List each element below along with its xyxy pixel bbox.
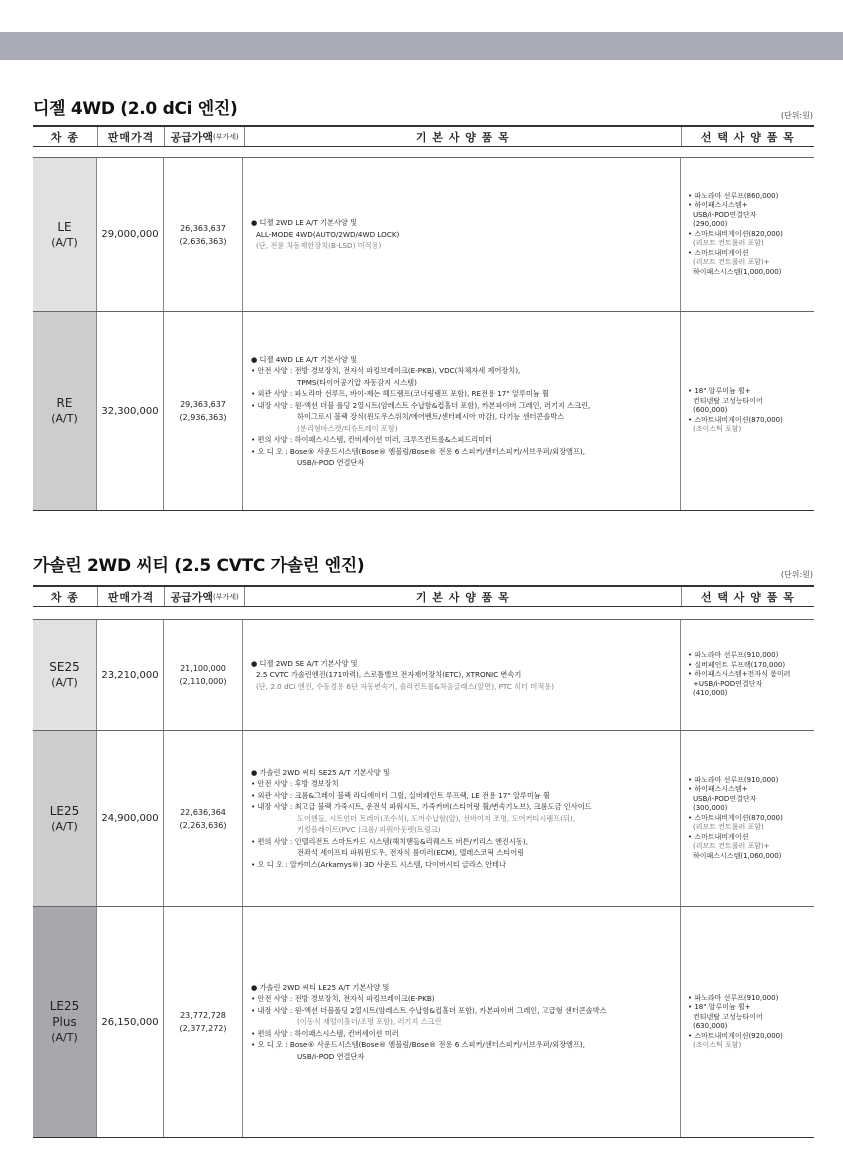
options-cell: • 파노라마 선루프(910,000) • 하이패스시스템+ USB/i-POD연결단자 (300,000) • 스마트내비게이션(870,000) (리모트 컨트롤러 포함) • 스마트내비게이션 (리모트 컨트롤러 포함)+ 하이패스시스템(1,060,000) xyxy=(688,775,783,860)
basic-spec-cell: ● 디젤 2WD LE A/T 기본사양 및 ALL-MODE 4WD(AUTO/2WD/4WD LOCK) (단, 전륜 차동제한장치(B-LSD) 미적용) xyxy=(243,158,681,311)
model-cell: LE25 (A/T) xyxy=(33,731,97,906)
table-header xyxy=(33,585,814,607)
unit-label: (단위:원) xyxy=(780,570,813,579)
model-cell: LE (A/T) xyxy=(33,158,97,311)
price-cell: 29,000,000 xyxy=(97,158,164,311)
price-cell: 32,300,000 xyxy=(97,312,164,510)
options-cell: • 파노라마 선루프(860,000) • 하이패스시스템+ USB/i-POD연결단자 (290,000) • 스마트내비게이션(820,000) (리모트 컨트롤러 포함) • 스마트내비게이션 (리모트 컨트롤러 포함)+ 하이패스시스템(1,000,000) xyxy=(688,191,783,276)
section-title-gasoline: 가솔린 2WD 씨티 (2.5 CVTC 가솔린 엔진) xyxy=(33,556,365,576)
supply-cell: 23,772,728 (2,377,272) xyxy=(164,907,243,1137)
table-row xyxy=(33,312,814,511)
price-cell: 23,210,000 xyxy=(97,620,164,730)
price-cell: 26,150,000 xyxy=(97,907,164,1137)
model-cell: LE25 Plus (A/T) xyxy=(33,907,97,1137)
header-supply: 공급가액 (부가세) xyxy=(165,587,245,606)
options-cell: • 파노라마 선루프(910,000) • 18" 알루미늄 휠+ 컨티넨탈 고성능타이어 (630,000) • 스마트내비게이션(920,000) (조이스틱 포함) xyxy=(688,993,783,1049)
header-options: 선 택 사 양 품 목 xyxy=(700,130,795,144)
header-basic: 기 본 사 양 품 목 xyxy=(245,587,682,606)
top-banner xyxy=(0,32,843,60)
table-row xyxy=(33,731,814,907)
table-header xyxy=(33,125,814,147)
table-row xyxy=(33,620,814,731)
header-price: 판매가격 xyxy=(98,127,166,146)
header-options: 선 택 사 양 품 목 xyxy=(700,590,795,604)
header-model: 차 종 xyxy=(33,587,98,606)
header-model: 차 종 xyxy=(33,127,98,146)
supply-cell: 22,636,364 (2,263,636) xyxy=(164,731,243,906)
header-price: 판매가격 xyxy=(98,587,166,606)
table-row xyxy=(33,158,814,312)
options-cell: • 18" 알루미늄 휠+ 컨티넨탈 고성능타이어 (600,000) • 스마트내비게이션(870,000) (조이스틱 포함) xyxy=(688,387,783,434)
basic-spec-cell: ● 가솔린 2WD 씨티 LE25 A/T 기본사양 및 • 안전 사양 : 전방 경보장치, 전자식 파킹브레이크(E-PKB) • 내장 사양 : 원-액션 더블폴딩 2열시트(암레스트 수납함&컵홀더 포함), 카본파이버 그레인, 고급형 센터콘솔박스 (이동식 재떨이홀더/조명 포함), 러기지 스크린 • 편의 사양 : 하이패스시스템, 컨버세이션 미러 • 오 디 오 : Bose® 사운드시스템(Bose® 엠블럼/Bose® 전용 6 스피커/센터스피커/서브우퍼/외장앰프), USB/i-POD 연결단자 xyxy=(243,907,681,1137)
supply-cell: 21,100,000 (2,110,000) xyxy=(164,620,243,730)
supply-cell: 29,363,637 (2,936,363) xyxy=(164,312,243,510)
model-cell: RE (A/T) xyxy=(33,312,97,510)
header-basic: 기 본 사 양 품 목 xyxy=(245,127,682,146)
basic-spec-cell: ● 디젤 4WD LE A/T 기본사양 및 • 안전 사양 : 전방 경보장치, 전자식 파킹브레이크(E-PKB), VDC(차체자세 제어장치), TPMS(타이어공기압 자동감지 시스템) • 외관 사양 : 파노라마 선루프, 바이-제논 헤드램프(코너링램프 포함), RE전용 17" 알루미늄 휠 • 내장 사양 : 원-액션 더블 폴딩 2열시트(암레스트 수납함&컵홀더 포함), 카본파이버 그레인, 러기지 스크린, 하이그로시 블랙 장식(윈도우스위치/에어벤트/센터페시아 마감), 다기능 센터콘솔박스 (분리형바스켓/티슈트레이 포함) • 편의 사양 : 하이패스시스템, 컨버세이션 미러, 크루즈컨트롤&스피드리미터 • 오 디 오 : Bose® 사운드시스템(Bose® 엠블럼/Bose® 전용 6 스피커/센터스피커/서브우퍼/외장앰프), USB/i-POD 연결단자 xyxy=(243,312,681,510)
options-cell: • 파노라마 선루프(910,000) • 실버페인트 루프랙(170,000) • 하이패스시스템+전자식 룸미러 +USB/i-POD연결단자 (410,000) xyxy=(688,651,791,698)
header-supply: 공급가액 (부가세) xyxy=(165,127,245,146)
supply-cell: 26,363,637 (2,636,363) xyxy=(164,158,243,311)
model-cell: SE25 (A/T) xyxy=(33,620,97,730)
section-title-diesel: 디젤 4WD (2.0 dCi 엔진) xyxy=(33,99,238,119)
basic-spec-cell: ● 디젤 2WD SE A/T 기본사양 및 2.5 CVTC 가솔린엔진(171마력), 스로틀밸브 전자제어장치(ETC), XTRONIC 변속기 (단, 2.0 dCi 엔진, 수동겸용 6단 자동변속기, 솔라컨트롤&차음글래스(앞면), PTC 히터 미적용) xyxy=(243,620,681,730)
table-row xyxy=(33,907,814,1138)
price-cell: 24,900,000 xyxy=(97,731,164,906)
unit-label: (단위:원) xyxy=(780,111,813,120)
basic-spec-cell: ● 가솔린 2WD 씨티 SE25 A/T 기본사양 및 • 안전 사양 : 후방 경보장치 • 외관 사양 : 크롬&그레이 블랙 라디에이터 그릴, 실버페인트 루프랙, LE 전용 17" 알루미늄 휠 • 내장 사양 : 최고급 블랙 가죽시트, 운전석 파워시트, 가죽커버(스티어링 휠/변속기노브), 크롬도금 인사이드 도어핸들, 시트언더 트레이(조수석), 도어수납함(앞), 선바이저 조명, 도어커티시램프(뒤), 키킹플레이트(PVC )크롬/ 파워아웃렛(트렁크) • 편의 사양 : 인텔리전트 스마트카드 시스템(해치핸들&리퀘스트 버튼/키리스 엔진시동), 전좌석 세이프티 파워윈도우, 전자식 룸미러(ECM), 텔레스코픽 스티어링 • 오 디 오 : 알카미스(Arkamys®) 3D 사운드 시스템, 다이버시티 글라스 안테나 xyxy=(243,731,681,906)
